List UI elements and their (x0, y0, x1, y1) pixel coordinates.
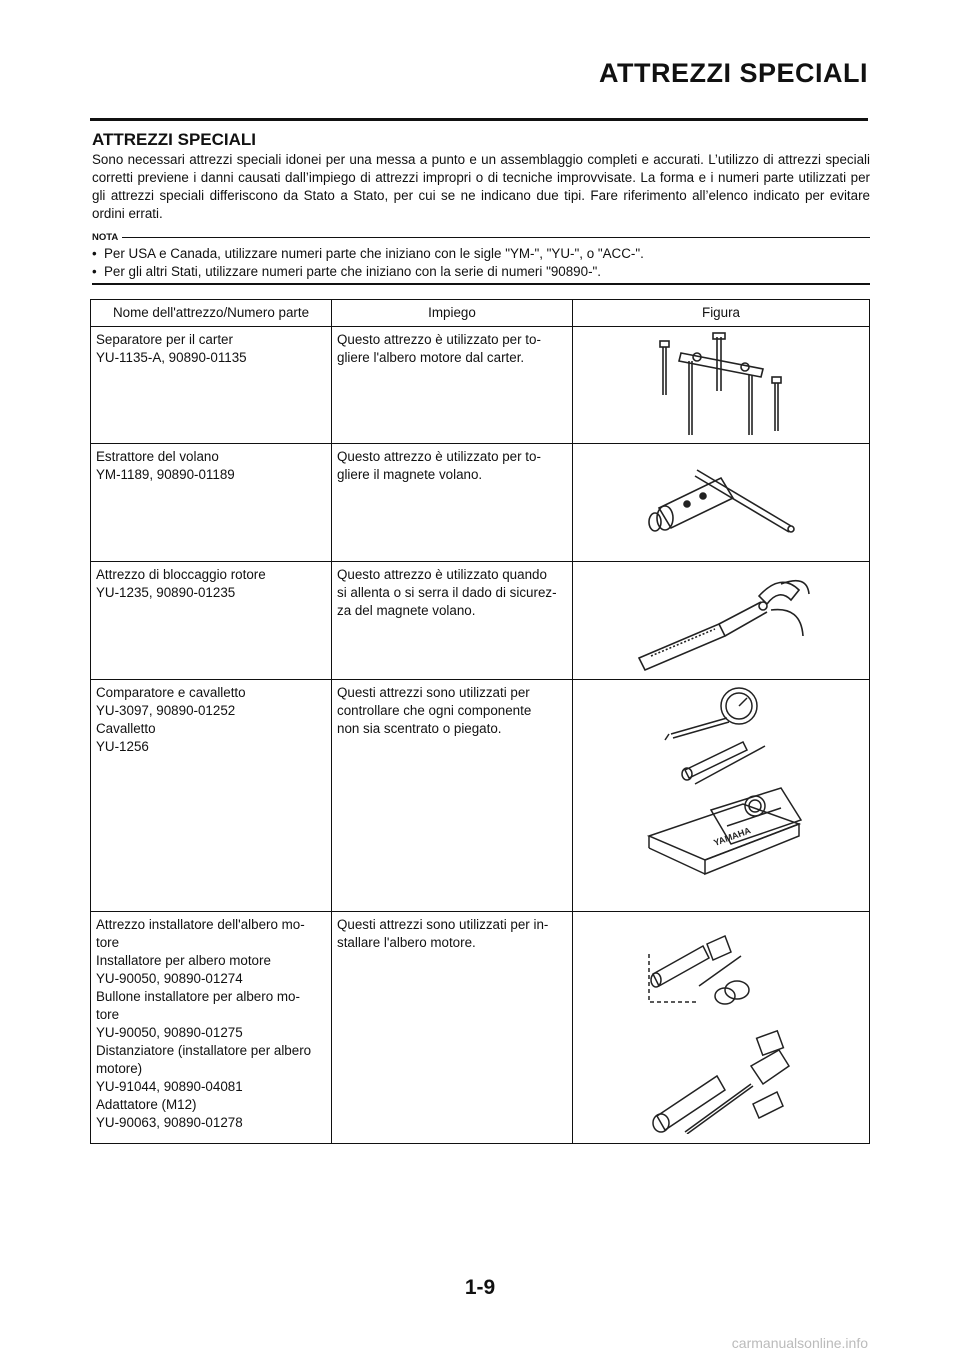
site-watermark: carmanualsonline.info (731, 1335, 868, 1351)
nota-box (92, 232, 870, 281)
tool-part-number: YM-1189, 90890-01189 (96, 467, 235, 482)
header-name: Nome dell'attrezzo/Numero parte (91, 300, 332, 327)
intro-paragraph: Sono necessari attrezzi speciali idonei per una messa a punto e un assemblaggio completi e accurati. L’utilizzo di attrezzi speciali corretti previene i danni causati dall’impiego di attrezzi impropri o di tecniche improvvisate. La forma e i numeri parte utilizzati per gli attrezzi speciali differiscono da Stato a Stato, per cui se ne indicano due tipi. Fare riferimento all’elenco indicato per evitare ordini errati. (92, 152, 870, 221)
tool-figure-cell (573, 912, 870, 1144)
tool-name: tore (96, 935, 120, 950)
tool-use-line: Questo attrezzo è utilizzato quando (337, 567, 547, 582)
tool-name: Installatore per albero motore (96, 953, 271, 968)
tool-part-number: YU-91044, 90890-04081 (96, 1079, 243, 1094)
tool-use-line: za del magnete volano. (337, 603, 476, 618)
tool-part-number: YU-1135-A, 90890-01135 (96, 350, 247, 365)
nota-list (92, 245, 870, 281)
table-row (91, 327, 870, 444)
tool-name: Separatore per il carter (96, 332, 233, 347)
tool-name-cell (91, 327, 332, 444)
page-number: 1-9 (464, 1276, 496, 1299)
table-row (91, 680, 870, 912)
tool-part-number: YU-90063, 90890-01278 (96, 1115, 243, 1130)
header-figure: Figura (573, 300, 870, 327)
tool-use-line: gliere l'albero motore dal carter. (337, 350, 525, 365)
tool-name: motore) (96, 1061, 143, 1076)
tool-figure-cell (573, 562, 870, 680)
tool-use-line: Questo attrezzo è utilizzato per to- (337, 332, 541, 347)
table-row (91, 562, 870, 680)
special-tools-table (90, 299, 870, 1144)
tool-figure-cell (573, 444, 870, 562)
tool-name-cell (91, 912, 332, 1144)
tool-figure-cell (573, 327, 870, 444)
tool-use-line: gliere il magnete volano. (337, 467, 483, 482)
nota-item: • Per USA e Canada, utilizzare numeri parte che iniziano con le sigle "YM-", "YU-", o "ACC-". (92, 245, 870, 263)
tool-part-number: YU-1235, 90890-01235 (96, 585, 236, 600)
tool-name: Adattatore (M12) (96, 1097, 197, 1112)
tool-name: Distanziatore (installatore per albero (96, 1043, 312, 1058)
nota-item: • Per gli altri Stati, utilizzare numeri parte che iniziano con la serie di numeri "90890-". (92, 263, 870, 281)
tool-part-number: YU-3097, 90890-01252 (96, 703, 236, 718)
tool-use-line: non sia scentrato o piegato. (337, 721, 502, 736)
tool-use-cell (332, 912, 573, 1144)
tool-use-cell (332, 327, 573, 444)
tool-use-line: si allenta o si serra il dado di sicurez- (337, 585, 557, 600)
tool-name: Attrezzo installatore dell'albero mo- (96, 917, 305, 932)
rotor-holding-tool-icon (631, 566, 811, 672)
tool-part-number: YU-1256 (96, 739, 149, 754)
tool-name-cell (91, 562, 332, 680)
yamaha-case-label: YAMAHA (712, 825, 753, 848)
tool-name: Attrezzo di bloccaggio rotore (96, 567, 266, 582)
tool-name: Estrattore del volano (96, 449, 219, 464)
table-row (91, 912, 870, 1144)
flywheel-puller-icon (641, 448, 801, 548)
dial-gauge-and-stand-icon (631, 684, 811, 902)
tool-use-line: Questi attrezzi sono utilizzati per in- (337, 917, 549, 932)
section-title: ATTREZZI SPECIALI (92, 130, 257, 149)
tool-figure-cell (573, 680, 870, 912)
tool-use-line: Questi attrezzi sono utilizzati per (337, 685, 530, 700)
tool-use-cell (332, 562, 573, 680)
tool-use-cell (332, 680, 573, 912)
tool-part-number: YU-90050, 90890-01274 (96, 971, 243, 986)
page-header-title: ATTREZZI SPECIALI (599, 58, 868, 88)
tool-part-number: YU-90050, 90890-01275 (96, 1025, 243, 1040)
tool-name-cell (91, 444, 332, 562)
tool-name: Comparatore e cavalletto (96, 685, 246, 700)
tool-use-line: controllare che ogni componente (337, 703, 532, 718)
tool-name: Cavalletto (96, 721, 156, 736)
tool-name-cell (91, 680, 332, 912)
nota-end-rule (92, 283, 870, 285)
tool-use-line: Questo attrezzo è utilizzato per to- (337, 449, 541, 464)
nota-rule (122, 237, 870, 238)
tool-use-cell (332, 444, 573, 562)
header-rule (90, 118, 868, 121)
table-header-row (91, 300, 870, 327)
nota-header (92, 232, 870, 243)
table-row (91, 444, 870, 562)
crankshaft-installer-set-icon (641, 916, 801, 1134)
tool-use-line: stallare l'albero motore. (337, 935, 476, 950)
crankcase-separator-icon (641, 331, 801, 439)
tool-name: Bullone installatore per albero mo- (96, 989, 300, 1004)
nota-label: NOTA (92, 232, 119, 243)
header-use: Impiego (332, 300, 573, 327)
tool-name: tore (96, 1007, 120, 1022)
